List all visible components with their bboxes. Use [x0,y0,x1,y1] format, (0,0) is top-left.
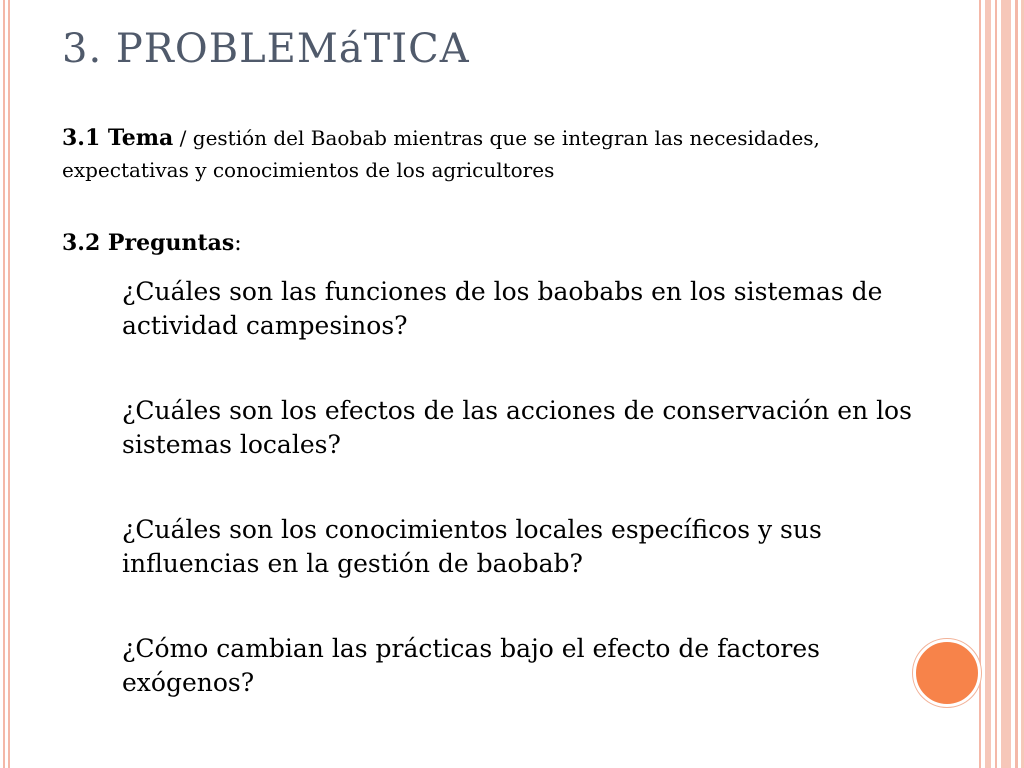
left-decorative-strip [0,0,13,768]
left-stripe-line [8,0,10,768]
preguntas-label: 3.2 Preguntas [62,230,235,256]
orange-circle-decoration [913,639,981,707]
tema-paragraph [62,122,942,186]
preguntas-colon: : [234,231,242,256]
right-stripe [995,0,997,768]
right-stripe [1001,0,1011,768]
tema-label: 3.1 Tema [62,125,174,151]
right-decorative-stripes [979,0,1024,768]
question-item: ¿Cuáles son los efectos de las acciones de conservación en los sistemas locales? [122,396,912,459]
right-stripe [985,0,991,768]
right-stripe [979,0,981,768]
left-stripe-line [3,0,5,768]
question-item: ¿Cómo cambian las prácticas bajo el efecto de factores exógenos? [122,634,820,697]
question-item: ¿Cuáles son las funciones de los baobabs en los sistemas de actividad campesinos? [122,277,883,340]
preguntas-heading [62,230,242,256]
slide-title: 3. PROBLEMáTICA [62,26,470,72]
question-item: ¿Cuáles son los conocimientos locales específicos y sus influencias en la gestión de baobab? [122,515,822,578]
right-stripe [1015,0,1018,768]
tema-text: / gestión del Baobab mientras que se integran las necesidades, expectativas y conocimientos de los agricultores [62,126,820,182]
